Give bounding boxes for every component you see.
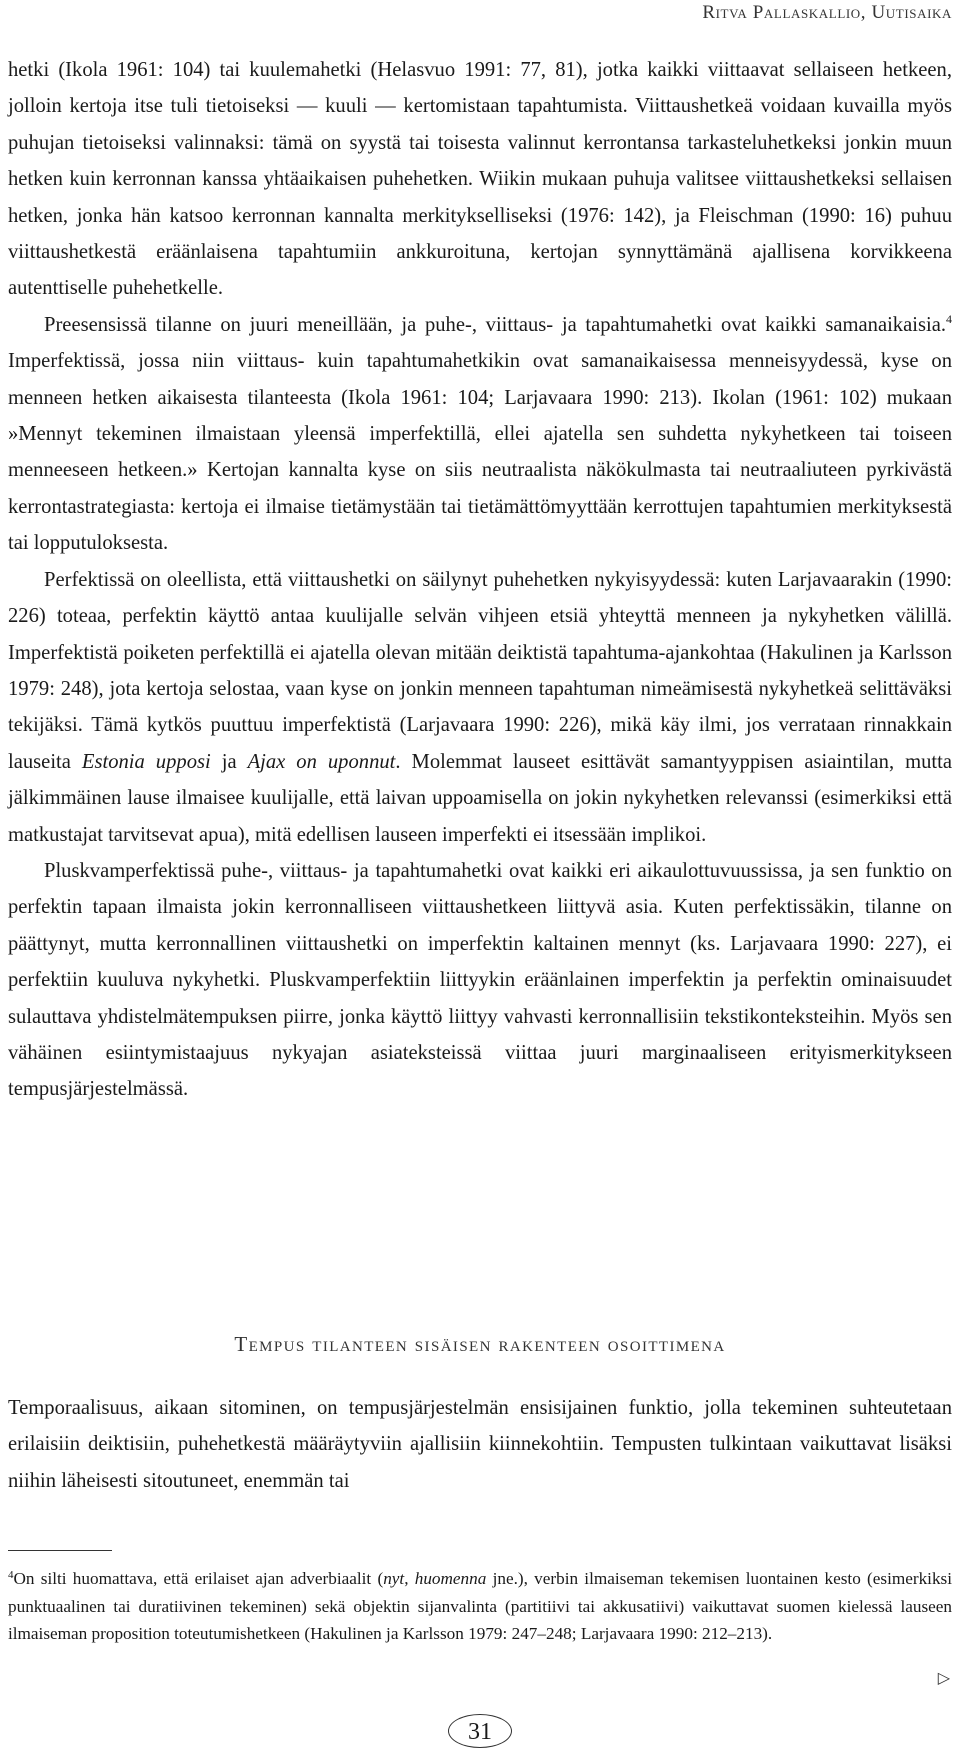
paragraph-3: Perfektissä on oleellista, että viittaushetki on säilynyt puhehetken nykyisyydessä: kuten Larjavaarakin (1990: 226) toteaa, perfektin käyttö antaa kuulijalle selvän vihjeen etsiä yhteyttä menneen ja nykyhetken välillä. Imperfektistä poiketen perfektillä ei ajatella olevan mitään deiktistä tapahtuma-ajankohtaa (Hakulinen ja Karlsson 1979: 248), jota kertoja selostaa, vaan kyse on jonkin menneen tapahtuman nimeämisestä nykyhetkeä selittäväksi tekijäksi. Tämä kytkös puuttuu imperfektistä (Larjavaara 1990: 226), mikä käy ilmi, jos verrataan rinnakkain lauseita Estonia upposi ja Ajax on uponnut. Molemmat lauseet esittävät samantyyppisen asiaintilan, mutta jälkimmäinen lause ilmaisee kuulijalle, että laivan uppoamisella on jokin nykyhetken relevanssi (esimerkiksi että matkustajat tarvitsevat apua), mitä edellisen lauseen imperfekti ei itsessään implikoi. [8, 568, 952, 846]
footnote: $^4$On silti huomattava, että erilaiset ajan adverbiaalit (nyt, huomenna jne.), verbin ilmaiseman tekemisen luontainen kesto (esimerkiksi punktuaalinen tai duratiivinen tekeminen) sekä objektin sijanvalinta (partitiivi tai akkusatiivi) vaikuttavat suomen kielessä lauseen ilmaiseman proposition toteutumishetkeen (Hakulinen ja Karlsson 1979: 247–248; Larjavaara 1990: 212–213). [8, 1569, 953, 1643]
paragraph-2: Preesensissä tilanne on juuri meneillään, ja puhe-, viittaus- ja tapahtumahetki ovat kaikki samanaikaisia.$^4$ Imperfektissä, jossa niin viittaus- kuin tapahtumahetkikin ovat samanaikaisessa menneisyydessä, kyse on menneen hetken aikaisesta tilanteesta (Ikola 1961: 104; Larjavaara 1990: 213). Ikolan (1961: 102) mukaan »Mennyt tekeminen ilmaistaan yleensä imperfektillä, ellei ajatella sen suhdetta nykyhetkeen tai toiseen menneeseen hetkeen.» Kertojan kannalta kyse on siis neutraalista näkökulmasta tai neutraaliuteen pyrkivästä kerrontastrategiasta: kertoja ei ilmaise tietämystään tai tietämättömyyttään kerrottujen tapahtumien merkityksestä tai lopputuloksesta. [8, 311, 952, 555]
page-number: 31 [448, 1714, 512, 1748]
example-sentence-2: Ajax on uponnut [247, 750, 396, 773]
paragraph-1: hetki (Ikola 1961: 104) tai kuulemahetki (Helasvuo 1991: 77, 81), jotka kaikki viittaavat sellaiseen hetkeen, jolloin kertoja itse tuli tietoiseksi — kuuli — kertomistaan tapahtumista. Viittaushetkeä voidaan kuvailla myös puhujan tietoiseksi valinnaksi: tämä on syystä tai toisesta valinnut kerrontansa tarkasteluhetkeksi jonkin muun hetken kuin kerronnan kanssa yhtäaikaisen puhehetken. Wiikin mukaan puhuja valitsee viittaushetkeksi sellaisen hetken, jonka hän katsoo kerronnan kannalta merkitykselliseksi (1976: 142), ja Fleischman (1990: 16) puhuu viittaushetkestä eräänlaisena tapahtumiin ankkuroituna, kertojan synnyttämänä ajallisena korvikkeena autenttiselle puhehetkelle. [8, 59, 952, 300]
footnote-number: 4 [8, 1569, 14, 1581]
body-text-section [8, 1390, 952, 1499]
footnote-reference[interactable]: 4 [946, 311, 952, 326]
section-heading: Tempus tilanteen sisäisen rakenteen osoittimena [234, 1332, 726, 1356]
next-page-icon[interactable]: ▷ [937, 1670, 950, 1687]
paragraph-5: Temporaalisuus, aikaan sitominen, on tempusjärjestelmän ensisijainen funktio, jolla tekeminen suhteutetaan erilaisiin deiktisiin, puhehetkestä määräytyviin ajallisiin kiinnekohtiin. Tempusten tulkintaan vaikuttavat lisäksi niihin läheisesti sitoutuneet, enemmän tai [8, 1397, 952, 1492]
running-head: Ritva Pallaskallio, Uutisaika [702, 2, 952, 23]
body-text [8, 52, 952, 1108]
footnote-divider [8, 1550, 112, 1551]
paragraph-4: Pluskvamperfektissä puhe-, viittaus- ja tapahtumahetki ovat kaikki eri aikaulottuvuussissa, ja sen funktio on perfektin tapaan ilmaista jokin kerronnalliseen viittaushetkeen liittyvä asia. Kuten perfektissäkin, tilanne on päättynyt, mutta kerronnallinen viittaushetki on imperfektin kaltainen mennyt (ks. Larjavaara 1990: 227), ei perfektiin kuuluva nykyhetki. Pluskvamperfektiin liittyykin eräänlainen imperfektin ja perfektin ominaisuudet sulauttava yhdistelmätempuksen piirre, jonka käyttö liittyy vahvasti kerronnallisiin tekstikonteksteihin. Myös sen vähäinen esiintymistaajuus nykyajan asiateksteissä viittaa juuri marginaaliseen erityismerkitykseen tempusjärjestelmässä. [8, 859, 952, 1101]
example-sentence-1: Estonia upposi [81, 750, 211, 773]
